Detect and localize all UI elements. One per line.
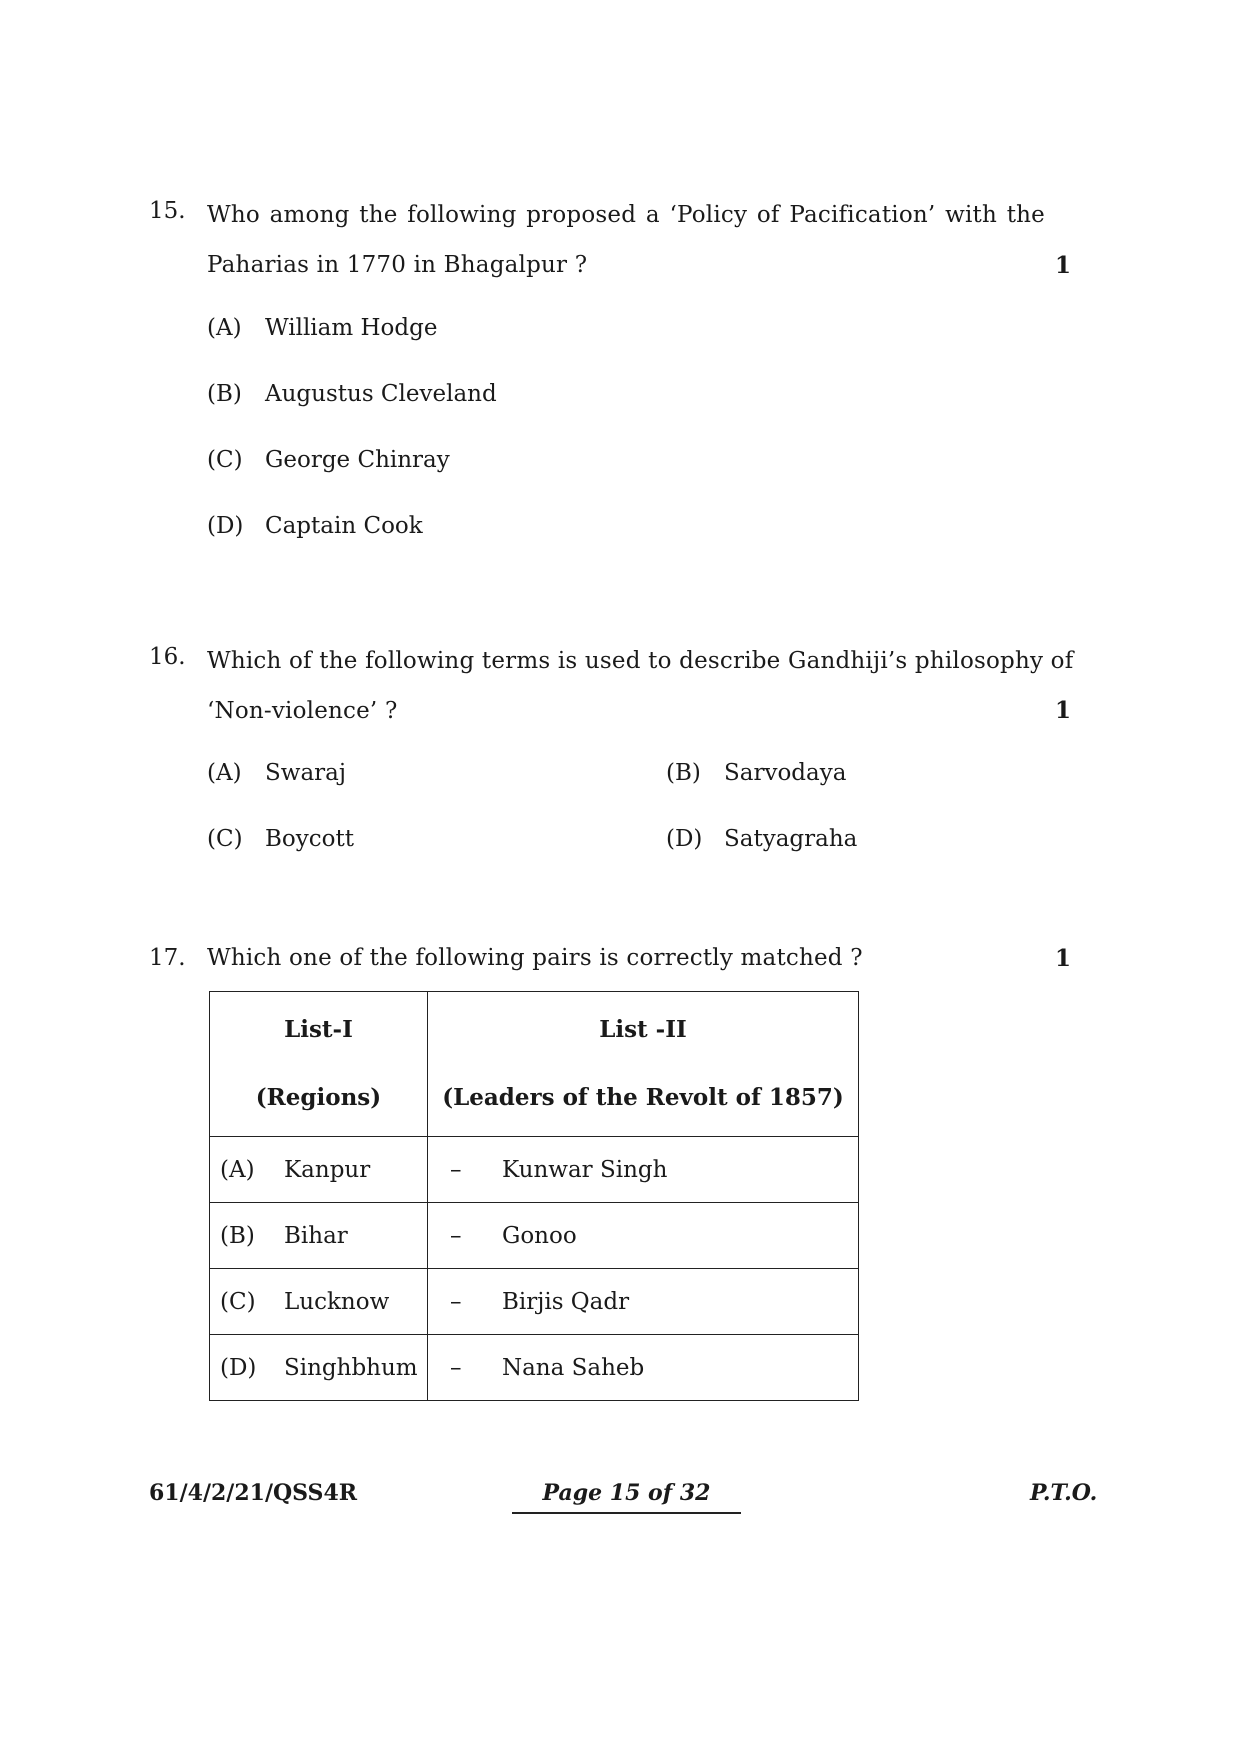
table-row [210,1137,859,1203]
row-leader: Gonoo [501,1222,577,1249]
option-label: (B) [207,381,242,407]
page-number-underline [512,1512,741,1514]
row-leader: Birjis Qadr [501,1288,630,1315]
question-16-text-line2: ‘Non-violence’ ? [207,698,398,724]
question-16-text-line1: Which of the following terms is used to describe Gandhiji’s philosophy of [207,648,1074,674]
table-header-list1 [210,992,428,1137]
paper-code: 61/4/2/21/QSS4R [149,1480,358,1506]
list1-title: List-I [284,1016,353,1043]
question-15-text-line2: Paharias in 1770 in Bhagalpur ? [207,252,588,278]
row-leader: Kunwar Singh [501,1156,668,1183]
pto-label: P.T.O. [1030,1480,1098,1506]
option-label: (A) [207,760,242,786]
question-17-marks: 1 [1055,945,1072,972]
question-15-text-line1: Who among the following proposed a ‘Policy of Pacification’ with the [207,202,1045,228]
question-15-option-b[interactable] [207,381,497,407]
table-header-row [210,992,859,1137]
question-16-option-d[interactable] [666,826,857,852]
question-15-option-d[interactable] [207,513,423,539]
table-header-list2 [427,992,858,1137]
row-leader: Nana Saheb [501,1354,645,1381]
option-text: Boycott [265,826,354,852]
row-label: (B) [220,1222,255,1249]
question-15-marks: 1 [1055,252,1072,279]
page-number: Page 15 of 32 [542,1480,711,1506]
option-label: (C) [207,447,243,473]
option-text: Captain Cook [265,513,423,539]
row-dash: – [449,1354,462,1381]
question-16-number: 16. [149,644,186,670]
row-dash: – [449,1288,462,1315]
row-label: (A) [220,1156,255,1183]
row-region: Singhbhum [284,1354,418,1381]
table-row [210,1335,859,1401]
option-label: (C) [207,826,243,852]
match-table [209,991,859,1401]
question-15-option-c[interactable] [207,447,450,473]
option-text: Swaraj [265,760,346,786]
row-label: (D) [220,1354,257,1381]
row-region: Kanpur [284,1156,371,1183]
question-16-option-c[interactable] [207,826,354,852]
option-text: Satyagraha [724,826,858,852]
table-row [210,1203,859,1269]
question-16-option-b[interactable] [666,760,846,786]
option-label: (D) [666,826,703,852]
question-17-text: Which one of the following pairs is correctly matched ? [207,945,863,971]
list1-subtitle: (Regions) [255,1084,382,1111]
row-label: (C) [220,1288,256,1315]
option-text: George Chinray [265,447,450,473]
question-16-marks: 1 [1055,697,1072,724]
option-label: (D) [207,513,244,539]
row-region: Lucknow [284,1288,390,1315]
list2-subtitle: (Leaders of the Revolt of 1857) [442,1084,844,1111]
option-text: Sarvodaya [724,760,847,786]
option-label: (B) [666,760,701,786]
option-text: William Hodge [265,315,438,341]
list2-title: List -II [599,1016,687,1043]
row-region: Bihar [284,1222,348,1249]
question-17-number: 17. [149,945,186,971]
question-16-option-a[interactable] [207,760,346,786]
table-row [210,1269,859,1335]
option-text: Augustus Cleveland [265,381,497,407]
row-dash: – [449,1156,462,1183]
option-label: (A) [207,315,242,341]
question-15-option-a[interactable] [207,315,437,341]
question-15-number: 15. [149,198,186,224]
row-dash: – [449,1222,462,1249]
